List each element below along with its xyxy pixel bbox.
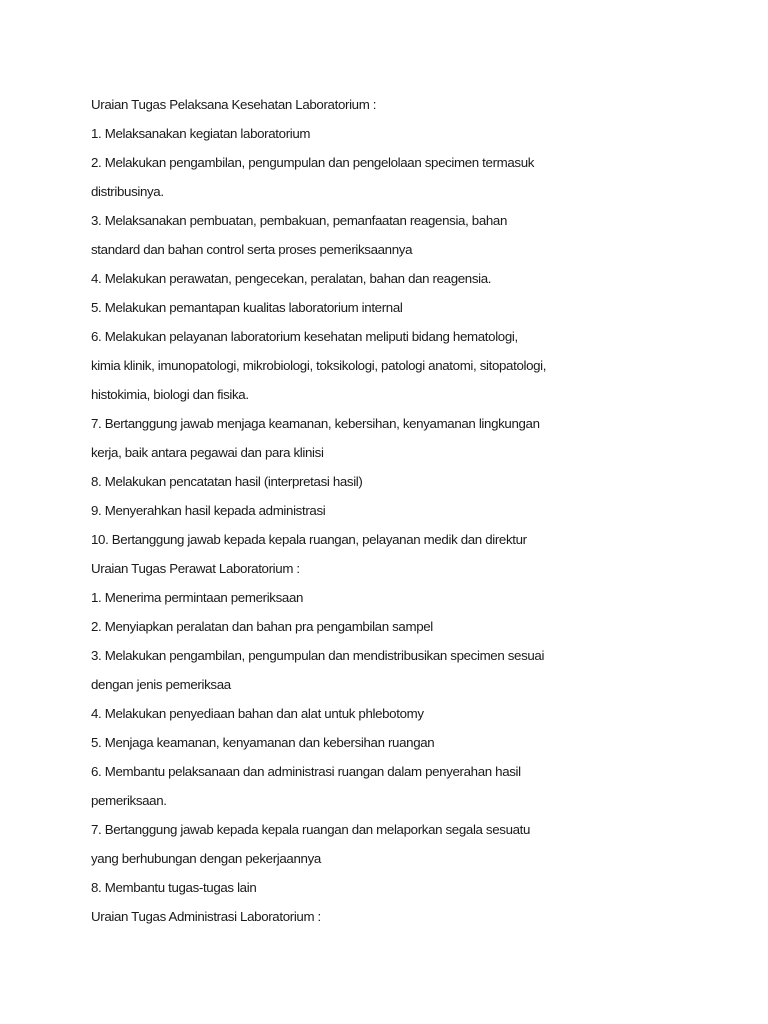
text-line: standard dan bahan control serta proses pemeriksaannya bbox=[91, 242, 413, 257]
text-line: 4. Melakukan penyediaan bahan dan alat untuk phlebotomy bbox=[91, 706, 424, 721]
text-line: 7. Bertanggung jawab menjaga keamanan, kebersihan, kenyamanan lingkungan bbox=[91, 416, 540, 431]
text-line: 8. Melakukan pencatatan hasil (interpretasi hasil) bbox=[91, 474, 363, 489]
text-line: 3. Melakukan pengambilan, pengumpulan dan mendistribusikan specimen sesuai bbox=[91, 648, 545, 663]
text-line: 7. Bertanggung jawab kepada kepala ruangan dan melaporkan segala sesuatu bbox=[91, 822, 531, 837]
text-line: histokimia, biologi dan fisika. bbox=[91, 387, 249, 402]
text-line: yang berhubungan dengan pekerjaannya bbox=[91, 851, 321, 866]
text-line: 5. Menjaga keamanan, kenyamanan dan kebersihan ruangan bbox=[91, 735, 435, 750]
text-line: pemeriksaan. bbox=[91, 793, 167, 808]
section-heading-perawat: Uraian Tugas Perawat Laboratorium : bbox=[91, 561, 300, 576]
text-line: kerja, baik antara pegawai dan para klinisi bbox=[91, 445, 324, 460]
text-line: kimia klinik, imunopatologi, mikrobiologi, toksikologi, patologi anatomi, sitopatologi, bbox=[91, 358, 547, 373]
text-line: 9. Menyerahkan hasil kepada administrasi bbox=[91, 503, 326, 518]
text-line: 1. Melaksanakan kegiatan laboratorium bbox=[91, 126, 311, 141]
text-line: 10. Bertanggung jawab kepada kepala ruangan, pelayanan medik dan direktur bbox=[91, 532, 527, 547]
text-line: distribusinya. bbox=[91, 184, 164, 199]
text-line: dengan jenis pemeriksaa bbox=[91, 677, 231, 692]
document-body bbox=[91, 90, 731, 931]
text-line: 8. Membantu tugas-tugas lain bbox=[91, 880, 257, 895]
text-line: 4. Melakukan perawatan, pengecekan, peralatan, bahan dan reagensia. bbox=[91, 271, 492, 286]
text-line: 1. Menerima permintaan pemeriksaan bbox=[91, 590, 304, 605]
text-line: 5. Melakukan pemantapan kualitas laboratorium internal bbox=[91, 300, 403, 315]
text-line: 2. Menyiapkan peralatan dan bahan pra pengambilan sampel bbox=[91, 619, 433, 634]
section-heading-pelaksana: Uraian Tugas Pelaksana Kesehatan Laboratorium : bbox=[91, 97, 377, 112]
section-heading-administrasi: Uraian Tugas Administrasi Laboratorium : bbox=[91, 909, 321, 924]
text-line: 6. Membantu pelaksanaan dan administrasi ruangan dalam penyerahan hasil bbox=[91, 764, 521, 779]
text-line: 3. Melaksanakan pembuatan, pembakuan, pemanfaatan reagensia, bahan bbox=[91, 213, 508, 228]
text-line: 2. Melakukan pengambilan, pengumpulan dan pengelolaan specimen termasuk bbox=[91, 155, 535, 170]
text-line: 6. Melakukan pelayanan laboratorium kesehatan meliputi bidang hematologi, bbox=[91, 329, 518, 344]
